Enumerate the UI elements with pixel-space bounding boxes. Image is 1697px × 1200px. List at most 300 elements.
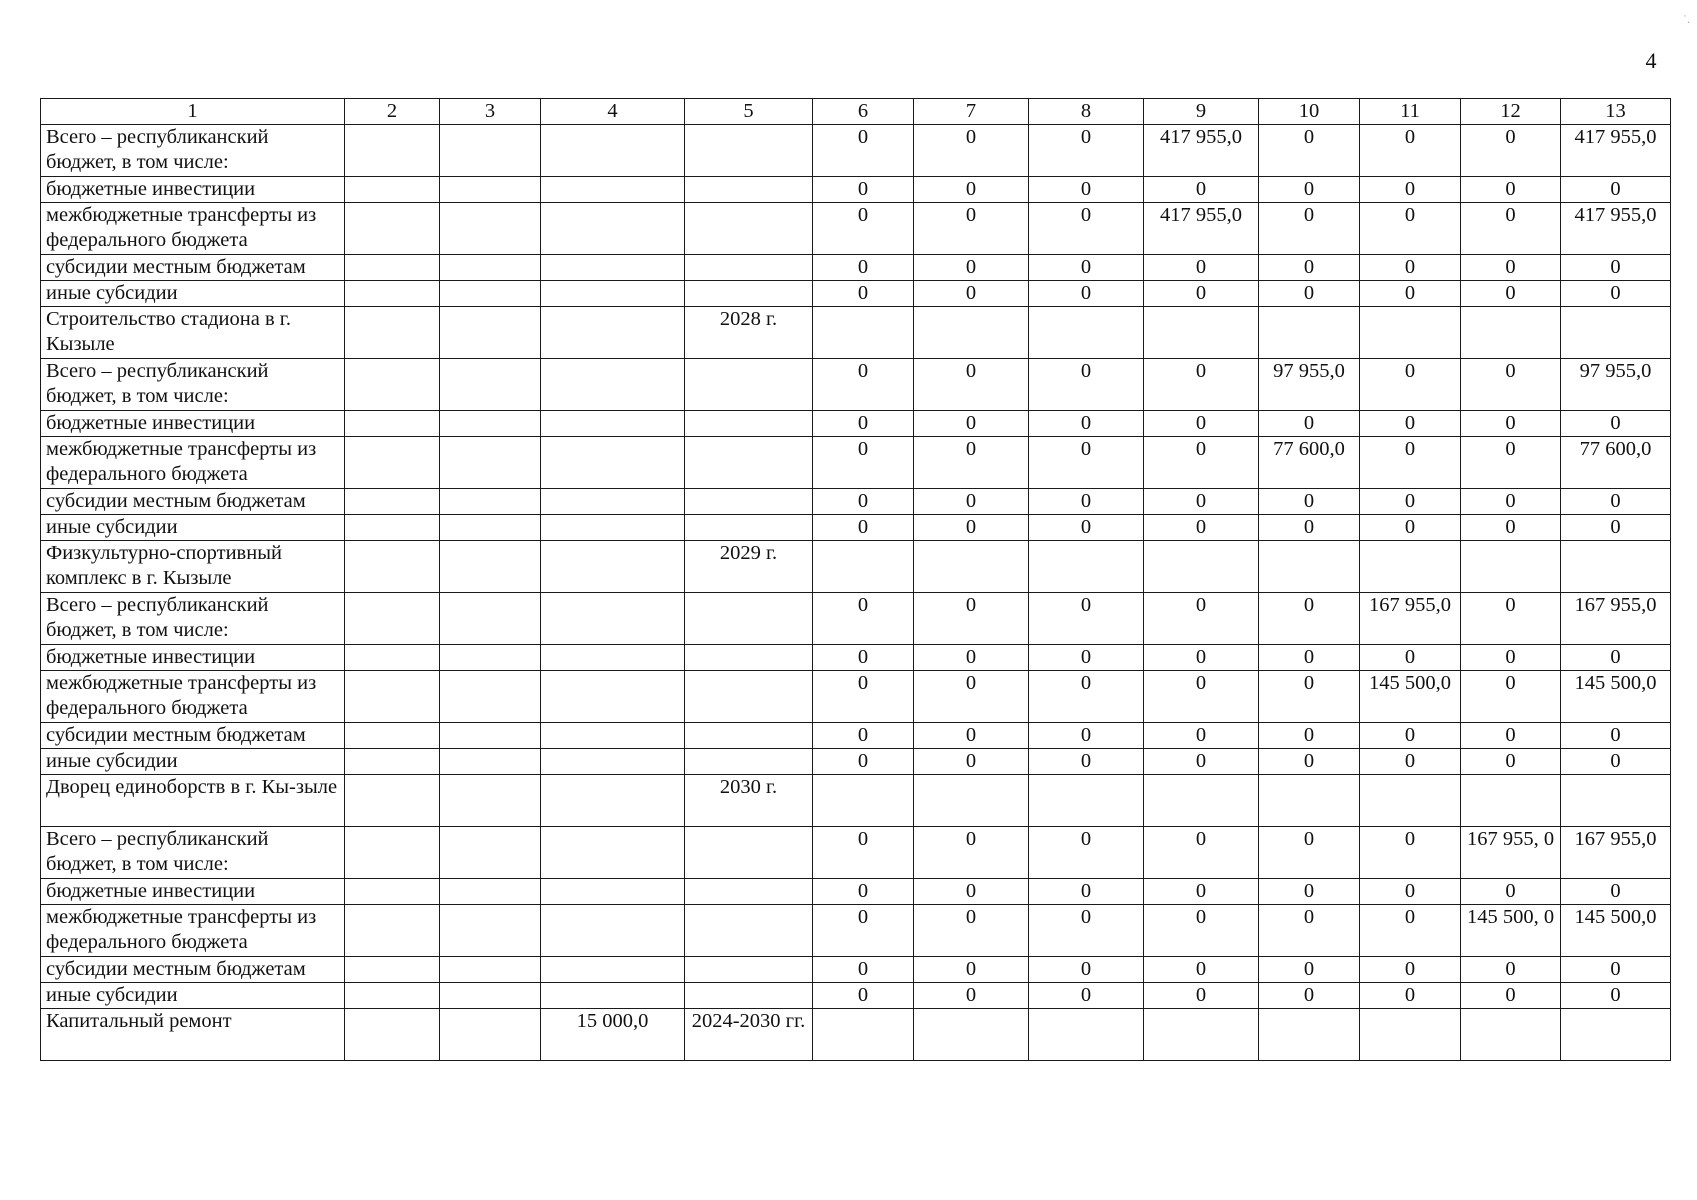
table-row [41,827,1671,879]
value-cell: 417 955,0 [1561,125,1671,177]
value-cell [541,437,685,489]
value-cell: 0 [1259,281,1360,307]
period-cell: 2030 г. [685,775,813,827]
row-label: иные субсидии [41,983,345,1009]
value-cell [1144,541,1259,593]
value-cell [541,983,685,1009]
value-cell: 0 [1029,359,1144,411]
budget-table [40,98,1671,1061]
value-cell: 97 955,0 [1561,359,1671,411]
value-cell: 0 [1360,983,1461,1009]
value-cell: 0 [1259,645,1360,671]
value-cell [345,671,440,723]
value-cell [440,905,541,957]
table-row [41,411,1671,437]
column-number-11: 11 [1360,99,1461,125]
table-row [41,203,1671,255]
value-cell: 0 [813,489,914,515]
value-cell [345,437,440,489]
value-cell: 0 [1029,723,1144,749]
value-cell [914,1009,1029,1061]
value-cell: 0 [1360,437,1461,489]
period-cell [685,671,813,723]
period-cell [685,593,813,645]
value-cell [1461,1009,1561,1061]
value-cell: 0 [1360,827,1461,879]
value-cell: 0 [1144,255,1259,281]
value-cell: 167 955, 0 [1461,827,1561,879]
value-cell: 0 [914,645,1029,671]
value-cell: 0 [1259,203,1360,255]
period-cell [685,983,813,1009]
value-cell: 0 [1029,515,1144,541]
value-cell: 0 [813,827,914,879]
value-cell: 0 [1144,671,1259,723]
value-cell: 0 [1561,411,1671,437]
period-cell [685,411,813,437]
row-label: межбюджетные трансферты из федерального бюджета [41,671,345,723]
value-cell [1144,307,1259,359]
value-cell [541,307,685,359]
table-row [41,307,1671,359]
value-cell: 0 [914,125,1029,177]
value-cell: 0 [1561,515,1671,541]
row-label: Дворец единоборств в г. Кы-зыле [41,775,345,827]
row-label: Физкультурно-спортивный комплекс в г. Кызыле [41,541,345,593]
value-cell: 0 [1461,411,1561,437]
period-cell [685,905,813,957]
value-cell: 0 [1144,749,1259,775]
value-cell: 0 [813,203,914,255]
value-cell [345,905,440,957]
value-cell: 0 [1029,983,1144,1009]
period-cell [685,879,813,905]
value-cell [1029,541,1144,593]
column-number-3: 3 [440,99,541,125]
value-cell: 0 [1360,411,1461,437]
value-cell: 0 [914,749,1029,775]
value-cell: 0 [914,203,1029,255]
row-label: субсидии местным бюджетам [41,957,345,983]
value-cell [440,827,541,879]
period-cell [685,489,813,515]
value-cell: 145 500,0 [1360,671,1461,723]
period-cell [685,255,813,281]
value-cell [813,775,914,827]
table-row [41,749,1671,775]
column-number-5: 5 [685,99,813,125]
table-row [41,515,1671,541]
period-cell: 2028 г. [685,307,813,359]
value-cell [1461,775,1561,827]
value-cell: 0 [1360,489,1461,515]
value-cell: 417 955,0 [1144,203,1259,255]
value-cell [541,905,685,957]
value-cell: 0 [1259,879,1360,905]
value-cell: 77 600,0 [1561,437,1671,489]
value-cell: 0 [813,593,914,645]
value-cell: 0 [1029,671,1144,723]
value-cell: 0 [1259,671,1360,723]
value-cell: 0 [914,177,1029,203]
value-cell [345,203,440,255]
value-cell: 417 955,0 [1144,125,1259,177]
value-cell [541,281,685,307]
value-cell: 0 [914,593,1029,645]
value-cell: 0 [1561,749,1671,775]
column-number-4: 4 [541,99,685,125]
value-cell: 0 [1561,957,1671,983]
value-cell: 0 [1259,827,1360,879]
value-cell [541,723,685,749]
value-cell [440,749,541,775]
value-cell [345,281,440,307]
value-cell: 0 [1561,723,1671,749]
value-cell: 0 [1360,177,1461,203]
value-cell: 0 [1461,957,1561,983]
value-cell: 0 [1144,359,1259,411]
column-number-12: 12 [1461,99,1561,125]
value-cell [541,489,685,515]
value-cell: 0 [1029,905,1144,957]
period-cell [685,957,813,983]
value-cell [440,177,541,203]
value-cell [440,671,541,723]
value-cell: 0 [1144,827,1259,879]
value-cell: 0 [813,437,914,489]
value-cell: 0 [1360,905,1461,957]
value-cell [541,541,685,593]
period-cell [685,125,813,177]
value-cell [440,281,541,307]
value-cell: 0 [1561,255,1671,281]
table-row [41,879,1671,905]
value-cell [1360,1009,1461,1061]
row-label: бюджетные инвестиции [41,177,345,203]
value-cell [345,359,440,411]
value-cell [813,541,914,593]
table-row [41,177,1671,203]
period-cell: 2029 г. [685,541,813,593]
value-cell: 0 [914,671,1029,723]
value-cell: 0 [813,515,914,541]
table-row [41,671,1671,723]
value-cell: 0 [813,125,914,177]
value-cell [1259,307,1360,359]
period-cell [685,515,813,541]
column-number-10: 10 [1259,99,1360,125]
page-number: 4 [1645,48,1657,73]
value-cell [1259,541,1360,593]
value-cell [541,411,685,437]
value-cell [345,723,440,749]
value-cell: 0 [1461,489,1561,515]
value-cell: 0 [914,957,1029,983]
value-cell [345,515,440,541]
row-label: бюджетные инвестиции [41,411,345,437]
value-cell: 0 [914,905,1029,957]
value-cell: 0 [1144,957,1259,983]
table-row [41,359,1671,411]
row-label: субсидии местным бюджетам [41,489,345,515]
value-cell: 0 [813,359,914,411]
period-cell [685,645,813,671]
value-cell [440,723,541,749]
table-row [41,489,1671,515]
value-cell: 0 [1461,437,1561,489]
row-label: Всего – республиканский бюджет, в том числе: [41,359,345,411]
value-cell: 0 [1144,437,1259,489]
value-cell: 0 [1144,645,1259,671]
value-cell [1561,541,1671,593]
value-cell: 0 [813,645,914,671]
value-cell [345,255,440,281]
value-cell: 0 [1561,281,1671,307]
row-label: Всего – республиканский бюджет, в том числе: [41,125,345,177]
table-header-row [41,99,1671,125]
table-body [41,125,1671,1061]
value-cell: 0 [1461,723,1561,749]
row-label: иные субсидии [41,749,345,775]
value-cell: 0 [1259,489,1360,515]
value-cell [440,593,541,645]
value-cell: 0 [813,723,914,749]
period-cell: 2024-2030 гг. [685,1009,813,1061]
table-row [41,437,1671,489]
period-cell [685,177,813,203]
value-cell: 167 955,0 [1561,593,1671,645]
value-cell: 0 [1259,749,1360,775]
table-row [41,593,1671,645]
value-cell: 0 [1029,827,1144,879]
row-label: бюджетные инвестиции [41,645,345,671]
column-number-9: 9 [1144,99,1259,125]
value-cell: 0 [1360,359,1461,411]
value-cell [440,1009,541,1061]
value-cell: 0 [1259,515,1360,541]
row-label: Всего – республиканский бюджет, в том числе: [41,593,345,645]
value-cell [1360,541,1461,593]
table-row [41,905,1671,957]
value-cell [345,593,440,645]
value-cell: 145 500, 0 [1461,905,1561,957]
value-cell [345,411,440,437]
value-cell [345,827,440,879]
value-cell [440,437,541,489]
value-cell: 0 [1461,593,1561,645]
value-cell [1029,775,1144,827]
value-cell: 0 [1144,723,1259,749]
row-label: бюджетные инвестиции [41,879,345,905]
value-cell: 0 [1461,255,1561,281]
row-label: межбюджетные трансферты из федерального бюджета [41,905,345,957]
table-row [41,723,1671,749]
value-cell [541,957,685,983]
value-cell: 0 [914,827,1029,879]
value-cell [1561,1009,1671,1061]
value-cell [345,983,440,1009]
period-cell [685,827,813,879]
value-cell: 0 [1561,983,1671,1009]
table-row [41,281,1671,307]
value-cell: 0 [1144,489,1259,515]
value-cell [541,775,685,827]
table-row [41,775,1671,827]
value-cell: 0 [1144,593,1259,645]
value-cell [345,489,440,515]
value-cell: 97 955,0 [1259,359,1360,411]
period-cell [685,723,813,749]
value-cell: 0 [1561,879,1671,905]
column-number-1: 1 [41,99,345,125]
value-cell: 0 [1144,177,1259,203]
value-cell: 0 [914,879,1029,905]
value-cell [440,489,541,515]
value-cell: 0 [1029,203,1144,255]
value-cell: 417 955,0 [1561,203,1671,255]
value-cell: 0 [1029,489,1144,515]
value-cell: 0 [1360,879,1461,905]
value-cell [440,879,541,905]
value-cell [440,359,541,411]
value-cell [440,983,541,1009]
table-row [41,125,1671,177]
value-cell: 0 [1360,645,1461,671]
value-cell: 167 955,0 [1360,593,1461,645]
value-cell: 0 [1259,957,1360,983]
period-cell [685,281,813,307]
value-cell: 0 [1259,723,1360,749]
value-cell [914,775,1029,827]
value-cell [345,879,440,905]
value-cell: 0 [1360,723,1461,749]
value-cell: 0 [813,255,914,281]
value-cell: 0 [1461,879,1561,905]
value-cell: 0 [1259,411,1360,437]
value-cell [345,645,440,671]
value-cell: 0 [1259,593,1360,645]
value-cell [345,541,440,593]
value-cell: 0 [1461,671,1561,723]
value-cell [345,749,440,775]
value-cell [440,541,541,593]
value-cell: 0 [1461,203,1561,255]
value-cell: 145 500,0 [1561,671,1671,723]
value-cell: 0 [1029,255,1144,281]
value-cell: 77 600,0 [1259,437,1360,489]
value-cell: 0 [1461,125,1561,177]
value-cell: 0 [1461,645,1561,671]
row-label: иные субсидии [41,515,345,541]
row-label: Всего – республиканский бюджет, в том числе: [41,827,345,879]
value-cell: 0 [1561,489,1671,515]
column-number-8: 8 [1029,99,1144,125]
value-cell [1360,775,1461,827]
value-cell [1144,775,1259,827]
table-row [41,957,1671,983]
value-cell [345,177,440,203]
column-number-7: 7 [914,99,1029,125]
value-cell [1360,307,1461,359]
value-cell: 0 [1144,281,1259,307]
value-cell: 0 [914,437,1029,489]
table-row [41,541,1671,593]
value-cell: 0 [1259,983,1360,1009]
value-cell: 0 [1259,125,1360,177]
value-cell [541,671,685,723]
value-cell [440,775,541,827]
table-row [41,645,1671,671]
table-row [41,255,1671,281]
value-cell: 0 [813,411,914,437]
column-number-6: 6 [813,99,914,125]
row-label: Капитальный ремонт [41,1009,345,1061]
value-cell: 0 [813,671,914,723]
value-cell [440,255,541,281]
value-cell: 0 [813,983,914,1009]
value-cell: 0 [1461,515,1561,541]
period-cell [685,749,813,775]
value-cell: 0 [914,359,1029,411]
value-cell [541,593,685,645]
value-cell: 0 [1461,281,1561,307]
value-cell: 0 [1561,177,1671,203]
value-cell: 0 [1144,879,1259,905]
value-cell [541,203,685,255]
value-cell [1144,1009,1259,1061]
value-cell: 0 [914,411,1029,437]
value-cell [541,645,685,671]
row-label: межбюджетные трансферты из федерального бюджета [41,437,345,489]
value-cell: 0 [1360,125,1461,177]
value-cell: 0 [1461,177,1561,203]
row-label: Строительство стадиона в г. Кызыле [41,307,345,359]
value-cell [345,957,440,983]
value-cell [541,827,685,879]
value-cell [914,541,1029,593]
value-cell [914,307,1029,359]
value-cell [1029,307,1144,359]
value-cell [541,255,685,281]
scan-corner-mark: ˙. [1683,12,1690,26]
value-cell: 0 [813,177,914,203]
value-cell: 0 [1144,411,1259,437]
value-cell [345,775,440,827]
value-cell [1259,1009,1360,1061]
value-cell: 0 [1259,177,1360,203]
value-cell: 0 [1029,749,1144,775]
value-cell: 0 [1029,177,1144,203]
value-cell: 0 [1360,957,1461,983]
value-cell [440,411,541,437]
value-cell: 0 [1259,905,1360,957]
value-cell [541,749,685,775]
value-cell [541,177,685,203]
column-number-13: 13 [1561,99,1671,125]
value-cell [345,307,440,359]
value-cell [1561,775,1671,827]
value-cell: 0 [1461,359,1561,411]
row-label: субсидии местным бюджетам [41,723,345,749]
value-cell: 0 [813,905,914,957]
period-cell [685,359,813,411]
period-cell [685,437,813,489]
value-cell [813,1009,914,1061]
row-label: субсидии местным бюджетам [41,255,345,281]
value-cell: 0 [813,957,914,983]
value-cell: 0 [1029,593,1144,645]
value-cell [345,125,440,177]
